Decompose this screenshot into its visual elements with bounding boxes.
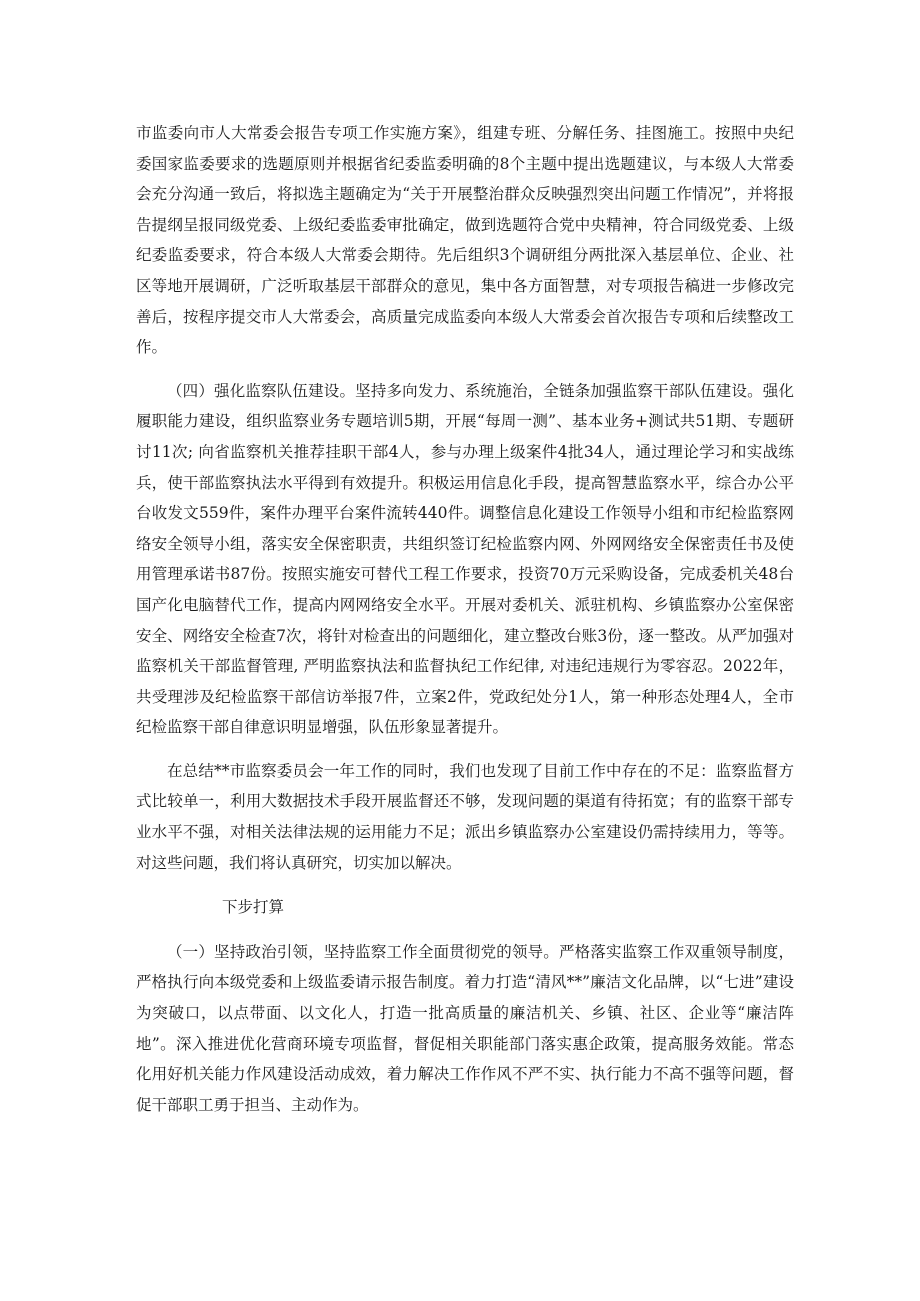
paragraph-shortcomings: 在总结**市监察委员会一年工作的同时，我们也发现了目前工作中存在的不足：监察监督方式比较单一，利用大数据技术手段开展监督还不够，发现问题的渠道有待拓宽；有的监察干部专业水平不强，对相关法律法规的运用能力不足；派出乡镇监察办公室建设仍需持续用力，等等。对这些问题，我们将认真研究，切实加以解决。 bbox=[136, 761, 794, 872]
document-page bbox=[136, 118, 794, 1120]
section-heading: 下步打算 bbox=[222, 898, 285, 917]
paragraph-political-leadership: （一）坚持政治引领，坚持监察工作全面贯彻党的领导。严格落实监察工作双重领导制度，严格执行向本级党委和上级监委请示报告制度。着力打造“清风**”廉洁文化品牌，以“七进”建设为突破口，以点带面、以文化人，打造一批高质量的廉洁机关、乡镇、社区、企业等“廉洁阵地”。深入推进优化营商环境专项监督，督促相关职能部门落实惠企政策，提高服务效能。常态化用好机关能力作风建设活动成效，着力解决工作作风不严不实、执行能力不高不强等问题，督促干部职工勇于担当、主动作为。 bbox=[136, 942, 794, 1114]
paragraph-reporting-work: 市监委向市人大常委会报告专项工作实施方案》，组建专班、分解任务、挂图施工。按照中央纪委国家监委要求的选题原则并根据省纪委监委明确的8个主题中提出选题建议，与本级人大常委会充分沟通一致后，将拟选主题确定为“关于开展整治群众反映强烈突出问题工作情况”，并将报告提纲呈报同级党委、上级纪委监委审批确定，做到选题符合党中央精神，符合同级党委、上级纪委监委要求，符合本级人大常委会期待。先后组织3个调研组分两批深入基层单位、企业、社区等地开展调研，广泛听取基层干部群众的意见，集中各方面智慧，对专项报告稿进一步修改完善后，按程序提交市人大常委会，高质量完成监委向本级人大常委会首次报告专项和后续整改工作。 bbox=[136, 124, 794, 357]
paragraph-team-building: （四）强化监察队伍建设。坚持多向发力、系统施治，全链条加强监察干部队伍建设。强化履职能力建设，组织监察业务专题培训5期，开展“每周一测”、基本业务+测试共51期、专题研讨11次; 向省监察机关推荐挂职干部4人，参与办理上级案件4批34人，通过理论学习和实战练兵，使干部监察执法水平得到有效提升。积极运用信息化手段，提高智慧监察水平，综合办公平台收发文559件，案件办理平台案件流转440件。调整信息化建设工作领导小组和市纪检监察网络安全领导小组，落实安全保密职责，共组织签订纪检监察内网、外网网络安全保密责任书及使用管理承诺书87份。按照实施安可替代工程工作要求，投资70万元采购设备，完成委机关48台国产化电脑替代工作，提高内网网络安全水平。开展对委机关、派驻机构、乡镇监察办公室保密安全、网络安全检查7次，将针对检查出的问题细化，建立整改台账3份，逐一整改。从严加强对监察机关干部监督管理, 严明监察执法和监督执纪工作纪律, 对违纪违规行为零容忍。2022年，共受理涉及纪检监察干部信访举报7件，立案2件，党政纪处分1人，第一种形态处理4人，全市纪检监察干部自律意识明显增强，队伍形象显著提升。 bbox=[136, 381, 794, 737]
